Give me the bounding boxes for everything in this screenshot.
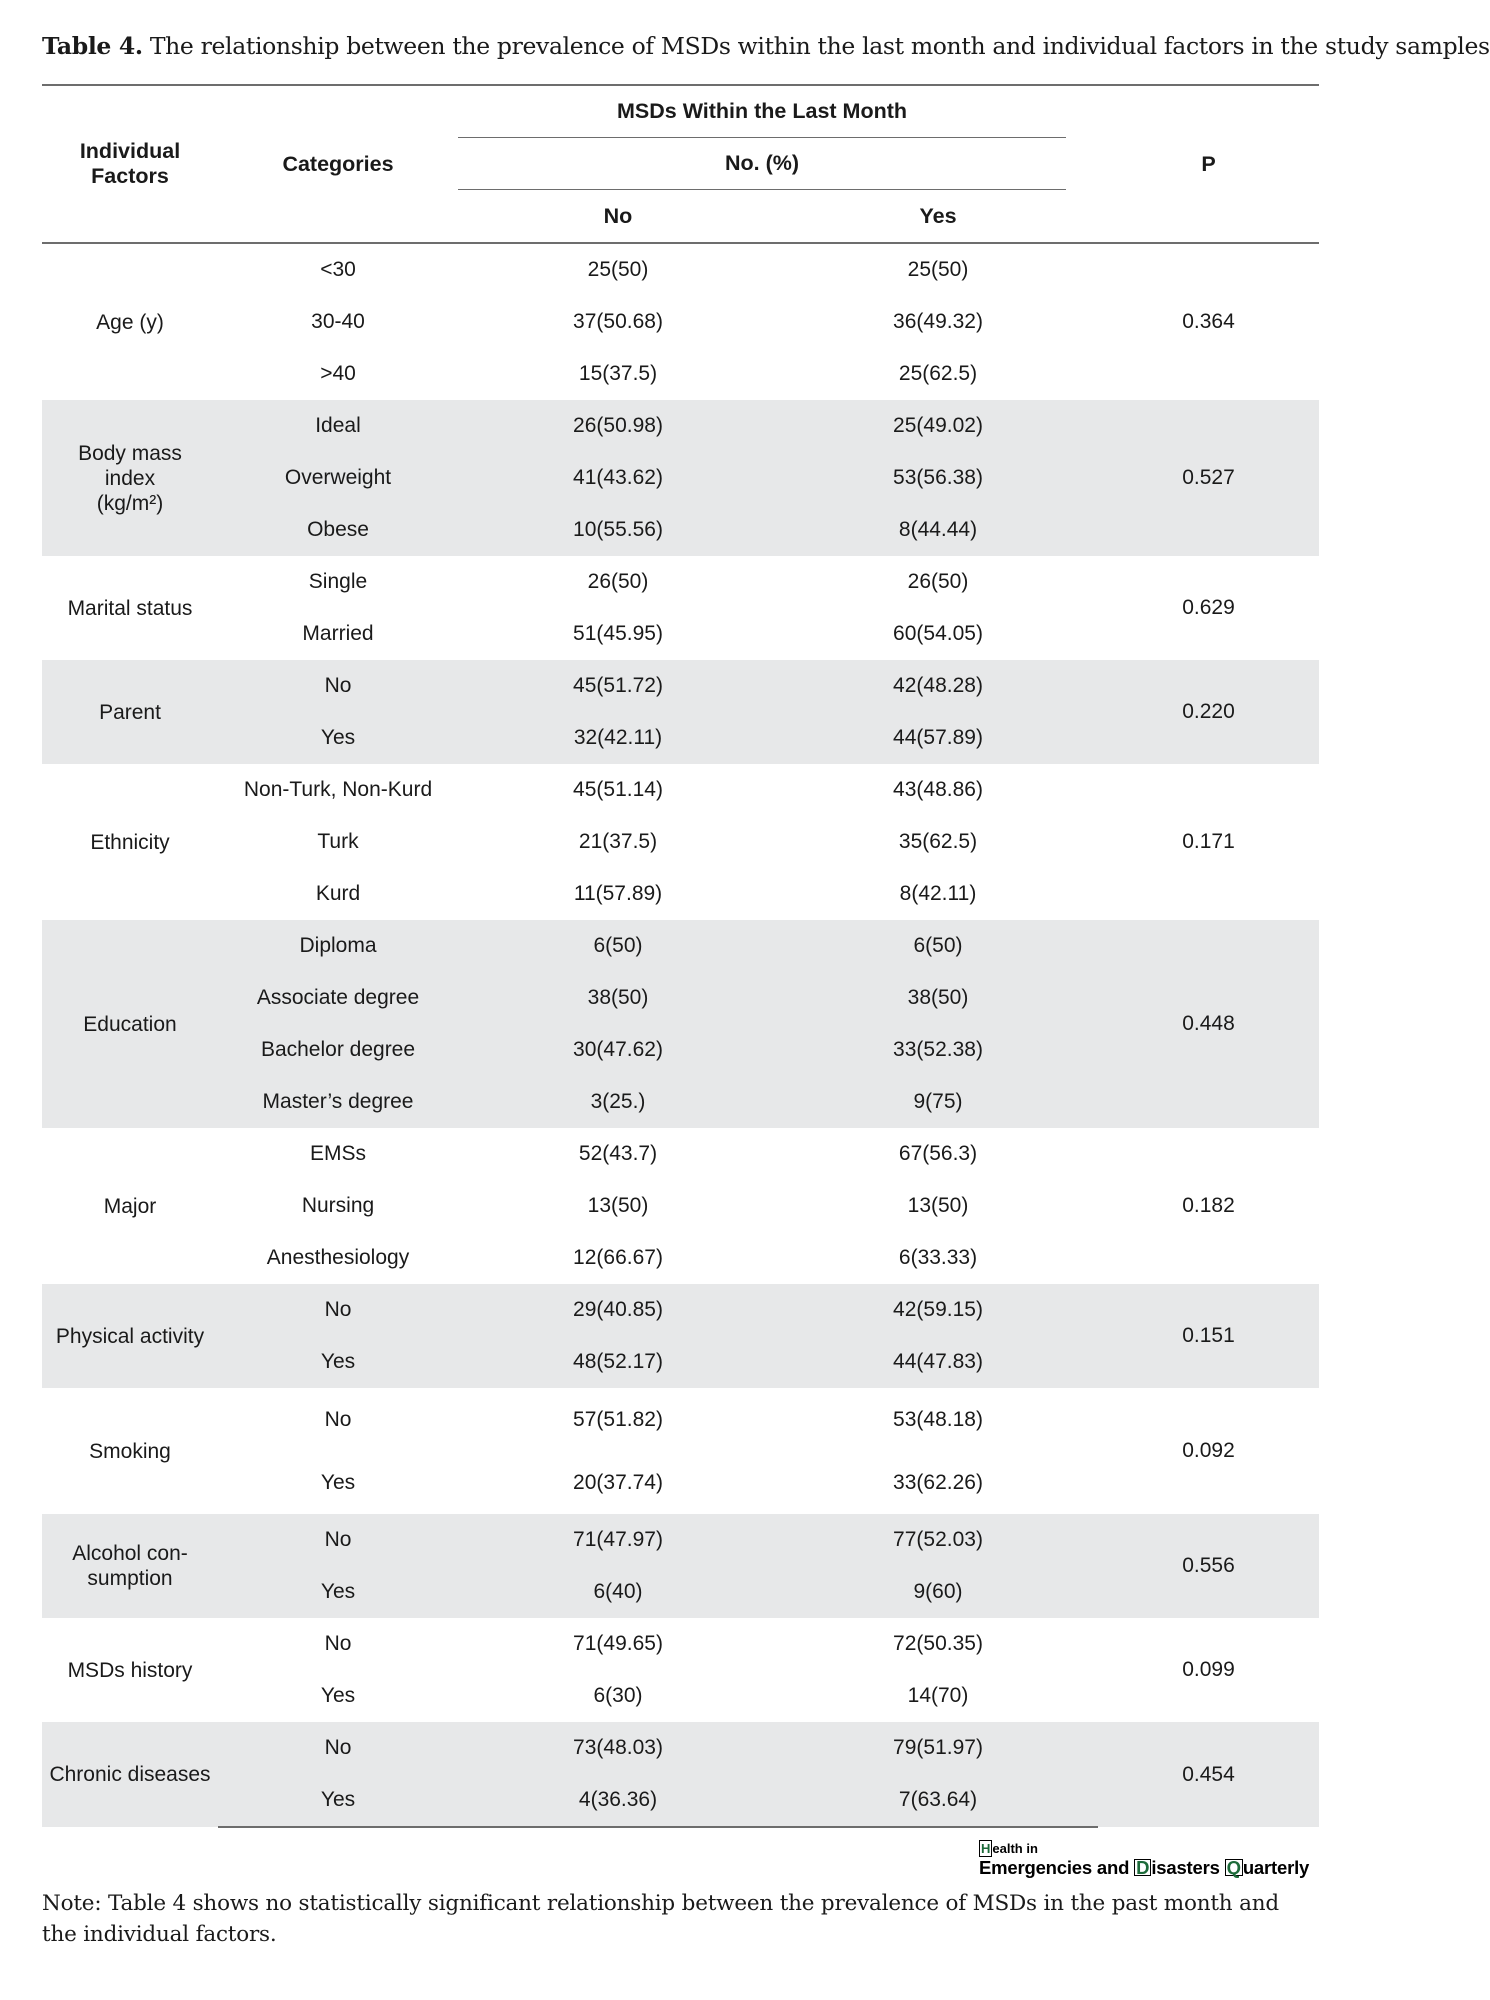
journal-logo-line2 bbox=[979, 1857, 1319, 1879]
cell-no: 45(51.72) bbox=[458, 660, 778, 712]
cell-yes: 7(63.64) bbox=[778, 1774, 1098, 1827]
table-caption-text: The relationship between the prevalence of MSDs within the last month and individual factors in the study samples bbox=[142, 32, 1490, 60]
cell-p-value: 0.629 bbox=[1182, 596, 1235, 619]
cell-category: Yes bbox=[320, 1684, 356, 1707]
cell-no: 12(66.67) bbox=[573, 1246, 663, 1269]
cell-no: 51(45.95) bbox=[573, 622, 663, 645]
table-header bbox=[42, 85, 1319, 243]
cell-category: No bbox=[324, 1407, 352, 1431]
cell-no: 3(25.) bbox=[458, 1076, 778, 1128]
cell-category: Yes bbox=[218, 1336, 458, 1388]
cell-no: 20(37.74) bbox=[573, 1470, 663, 1494]
header-categories: Categories bbox=[282, 151, 394, 176]
journal-logo-cap-q: Q bbox=[1226, 1857, 1241, 1878]
table-body bbox=[42, 243, 1319, 1827]
cell-category: Bachelor degree bbox=[218, 1024, 458, 1076]
cell-category: Overweight bbox=[218, 452, 458, 504]
cell-category: Associate degree bbox=[218, 972, 458, 1024]
table-row bbox=[42, 400, 1319, 452]
cell-p-value: 0.556 bbox=[1098, 1514, 1319, 1618]
cell-no: 15(37.5) bbox=[578, 362, 658, 385]
cell-p-value: 0.454 bbox=[1098, 1722, 1319, 1827]
cell-yes: 26(50) bbox=[907, 570, 969, 593]
header-no-percent-label: No. (%) bbox=[458, 138, 1066, 190]
cell-category: Ideal bbox=[218, 400, 458, 452]
cell-no: 6(40) bbox=[458, 1566, 778, 1618]
table-caption bbox=[42, 26, 1490, 66]
cell-yes: 67(56.3) bbox=[898, 1142, 978, 1165]
cell-factor: Marital status bbox=[67, 596, 193, 620]
table-row bbox=[42, 1722, 1319, 1774]
cell-no: 6(30) bbox=[593, 1684, 643, 1707]
journal-logo bbox=[979, 1840, 1319, 1879]
table-row bbox=[42, 1388, 1319, 1451]
cell-no: 57(51.82) bbox=[573, 1407, 663, 1431]
cell-no: 52(43.7) bbox=[578, 1142, 658, 1165]
header-individual-factors: Individual Factors bbox=[79, 139, 181, 188]
cell-category: Yes bbox=[320, 1470, 356, 1494]
table-row bbox=[42, 1514, 1319, 1566]
cell-no: 71(49.65) bbox=[573, 1632, 663, 1655]
cell-category: Nursing bbox=[301, 1194, 375, 1217]
cell-category: Yes bbox=[218, 712, 458, 764]
header-p: P bbox=[1201, 151, 1216, 176]
table-row bbox=[42, 660, 1319, 712]
cell-category: <30 bbox=[320, 258, 356, 281]
cell-yes: 25(50) bbox=[907, 258, 969, 281]
cell-yes: 72(50.35) bbox=[893, 1632, 983, 1655]
cell-yes: 38(50) bbox=[778, 972, 1098, 1024]
cell-no: 26(50.98) bbox=[458, 400, 778, 452]
cell-yes: 53(56.38) bbox=[778, 452, 1098, 504]
cell-no: 21(37.5) bbox=[578, 830, 658, 853]
cell-p-value: 0.220 bbox=[1098, 660, 1319, 764]
cell-no: 10(55.56) bbox=[458, 504, 778, 556]
cell-factor: MSDs history bbox=[67, 1658, 193, 1682]
cell-yes: 9(75) bbox=[778, 1076, 1098, 1128]
cell-category: Yes bbox=[218, 1774, 458, 1827]
cell-yes: 36(49.32) bbox=[893, 310, 983, 333]
cell-factor: Major bbox=[103, 1194, 157, 1218]
header-yes: Yes bbox=[919, 203, 957, 228]
cell-no: 38(50) bbox=[458, 972, 778, 1024]
cell-yes: 9(60) bbox=[778, 1566, 1098, 1618]
cell-yes: 60(54.05) bbox=[893, 622, 983, 645]
cell-yes: 42(59.15) bbox=[778, 1284, 1098, 1336]
cell-yes: 6(33.33) bbox=[898, 1246, 978, 1269]
cell-category: No bbox=[218, 1284, 458, 1336]
cell-yes: 44(57.89) bbox=[778, 712, 1098, 764]
header-no: No bbox=[603, 203, 633, 228]
journal-logo-word3: uarterly bbox=[1242, 1857, 1310, 1878]
cell-category: Diploma bbox=[218, 920, 458, 972]
cell-no: 32(42.11) bbox=[458, 712, 778, 764]
cell-category: Single bbox=[308, 570, 368, 593]
cell-no: 29(40.85) bbox=[458, 1284, 778, 1336]
cell-yes: 42(48.28) bbox=[778, 660, 1098, 712]
cell-category: >40 bbox=[320, 362, 356, 385]
journal-logo-word1: Emergencies and bbox=[979, 1857, 1135, 1878]
cell-yes: 13(50) bbox=[907, 1194, 969, 1217]
cell-p-value: 0.527 bbox=[1098, 400, 1319, 556]
cell-factor: Education bbox=[42, 920, 218, 1128]
cell-category: Master’s degree bbox=[218, 1076, 458, 1128]
table-row bbox=[42, 556, 1319, 608]
cell-p-value: 0.448 bbox=[1098, 920, 1319, 1128]
cell-p-value: 0.182 bbox=[1182, 1194, 1235, 1217]
cell-category: Obese bbox=[218, 504, 458, 556]
cell-yes: 33(62.26) bbox=[893, 1470, 983, 1494]
cell-p-value: 0.171 bbox=[1182, 830, 1235, 853]
cell-no: 25(50) bbox=[587, 258, 649, 281]
cell-factor: Chronic diseases bbox=[42, 1722, 218, 1827]
cell-p-value: 0.364 bbox=[1182, 310, 1235, 333]
journal-logo-line1 bbox=[979, 1840, 1319, 1857]
cell-category: Turk bbox=[317, 830, 359, 853]
cell-yes: 44(47.83) bbox=[778, 1336, 1098, 1388]
cell-p-value: 0.099 bbox=[1182, 1658, 1235, 1681]
cell-no: 30(47.62) bbox=[458, 1024, 778, 1076]
cell-category: EMSs bbox=[309, 1142, 366, 1165]
cell-factor: Alcohol con-sumption bbox=[42, 1514, 218, 1618]
table-row bbox=[42, 1284, 1319, 1336]
cell-yes: 8(44.44) bbox=[778, 504, 1098, 556]
cell-yes: 33(52.38) bbox=[778, 1024, 1098, 1076]
cell-yes: 53(48.18) bbox=[893, 1407, 983, 1431]
cell-no: 13(50) bbox=[587, 1194, 649, 1217]
cell-category: Kurd bbox=[315, 882, 361, 905]
table-row bbox=[42, 764, 1319, 816]
cell-no: 73(48.03) bbox=[458, 1722, 778, 1774]
data-table bbox=[42, 84, 1319, 1828]
cell-yes: 77(52.03) bbox=[778, 1514, 1098, 1566]
cell-factor: Smoking bbox=[89, 1439, 171, 1463]
cell-category: 30-40 bbox=[311, 310, 365, 333]
table-row bbox=[42, 1128, 1319, 1180]
cell-factor: Body mass index (kg/m²) bbox=[42, 400, 218, 556]
cell-yes: 43(48.86) bbox=[893, 778, 983, 801]
cell-category: Non-Turk, Non-Kurd bbox=[243, 778, 433, 801]
cell-category: No bbox=[218, 660, 458, 712]
cell-factor: Physical activity bbox=[42, 1284, 218, 1388]
cell-yes: 35(62.5) bbox=[898, 830, 978, 853]
cell-category: No bbox=[218, 1514, 458, 1566]
cell-yes: 25(62.5) bbox=[898, 362, 978, 385]
journal-logo-cap-d: D bbox=[1136, 1857, 1150, 1878]
cell-category: No bbox=[324, 1632, 352, 1655]
cell-yes: 79(51.97) bbox=[778, 1722, 1098, 1774]
cell-factor: Ethnicity bbox=[90, 830, 170, 854]
cell-factor: Parent bbox=[42, 660, 218, 764]
cell-yes: 8(42.11) bbox=[899, 882, 977, 905]
cell-category: Anesthesiology bbox=[266, 1246, 410, 1269]
cell-no: 37(50.68) bbox=[573, 310, 663, 333]
table-row bbox=[42, 920, 1319, 972]
cell-no: 4(36.36) bbox=[458, 1774, 778, 1827]
table-caption-label: Table 4. bbox=[42, 32, 143, 60]
header-msds-group bbox=[458, 85, 1098, 138]
cell-no: 71(47.97) bbox=[458, 1514, 778, 1566]
journal-logo-line1-text: ealth in bbox=[992, 1841, 1038, 1856]
cell-no: 26(50) bbox=[587, 570, 649, 593]
cell-p-value: 0.151 bbox=[1098, 1284, 1319, 1388]
cell-category: Married bbox=[302, 622, 374, 645]
table-note: Note: Table 4 shows no statistically significant relationship between the prevalence of MSDs in the past month and the individual factors. bbox=[42, 1891, 1279, 1947]
cell-no: 45(51.14) bbox=[573, 778, 663, 801]
header-msds-group-label: MSDs Within the Last Month bbox=[458, 86, 1066, 138]
cell-yes: 6(50) bbox=[778, 920, 1098, 972]
journal-logo-cap-h: H bbox=[981, 1841, 991, 1856]
cell-no: 6(50) bbox=[458, 920, 778, 972]
cell-no: 11(57.89) bbox=[573, 882, 663, 905]
cell-category: Yes bbox=[218, 1566, 458, 1618]
cell-yes: 25(49.02) bbox=[778, 400, 1098, 452]
journal-logo-word2: isasters bbox=[1151, 1857, 1225, 1878]
cell-category: No bbox=[218, 1722, 458, 1774]
cell-no: 48(52.17) bbox=[458, 1336, 778, 1388]
cell-no: 41(43.62) bbox=[458, 452, 778, 504]
cell-yes: 14(70) bbox=[907, 1684, 969, 1707]
header-no-percent bbox=[458, 138, 1098, 190]
table-row bbox=[42, 243, 1319, 296]
cell-p-value: 0.092 bbox=[1182, 1439, 1235, 1462]
cell-factor: Age (y) bbox=[96, 310, 164, 334]
table-row bbox=[42, 1618, 1319, 1670]
